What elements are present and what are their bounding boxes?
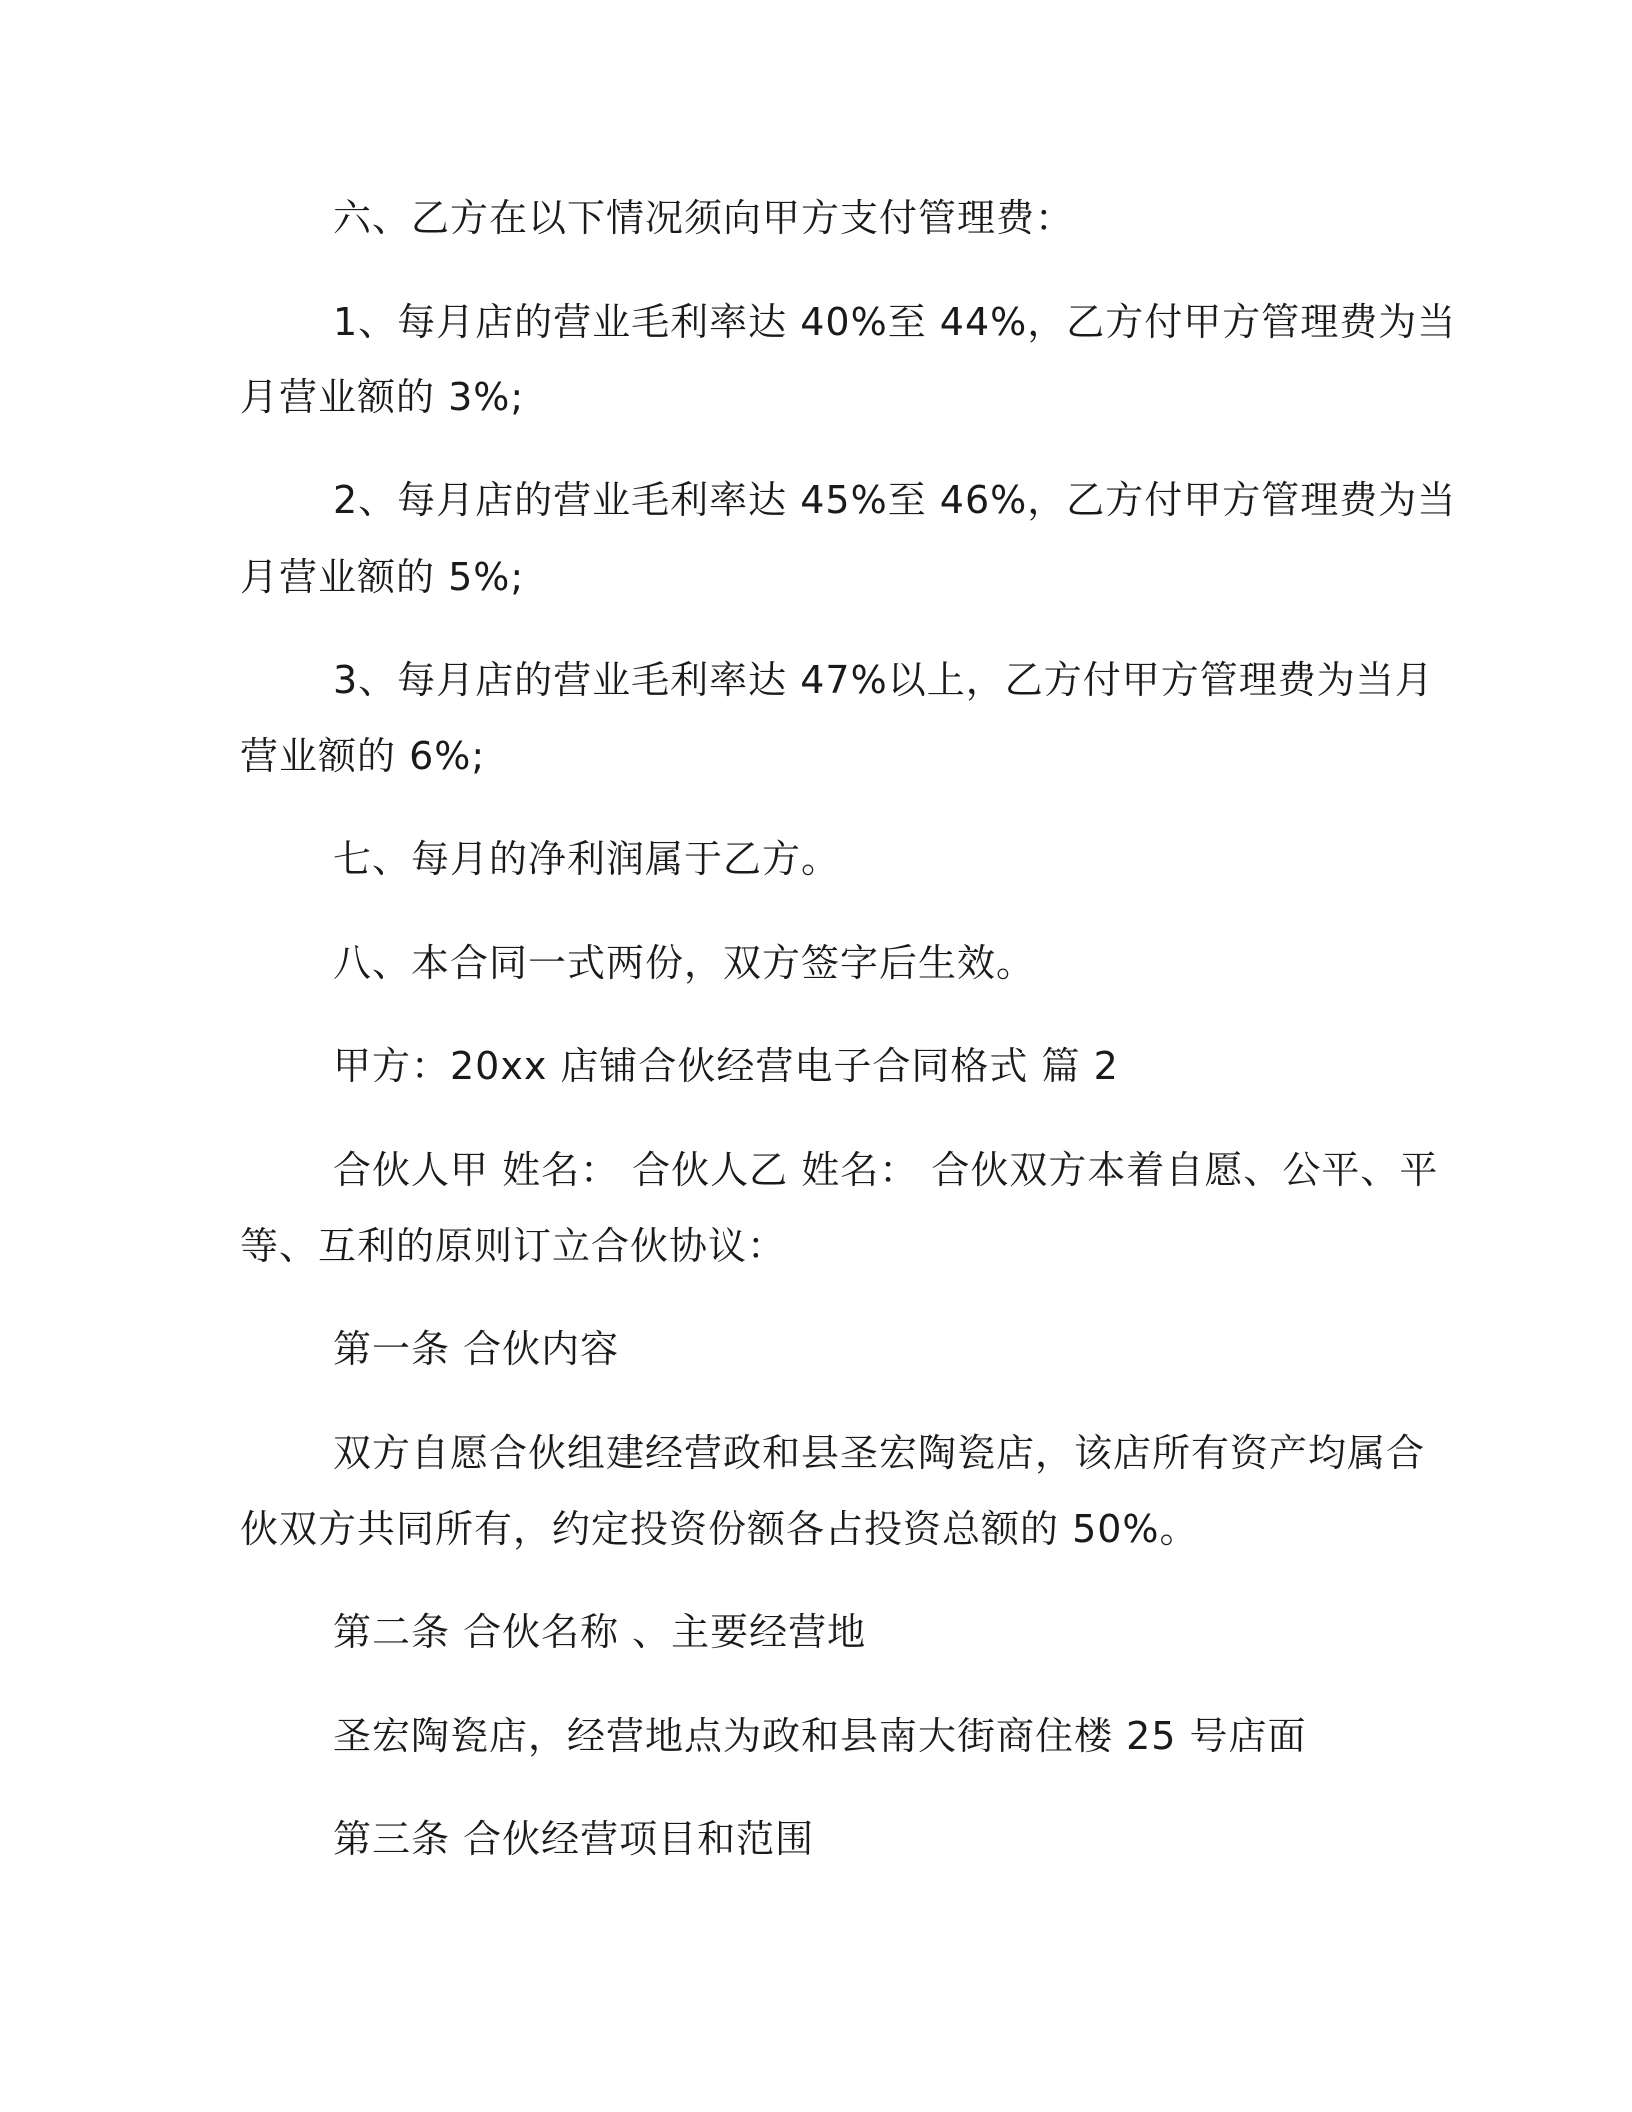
paragraph-line: 双方自愿合伙组建经营政和县圣宏陶瓷店，该店所有资产均属合 <box>333 1431 1426 1475</box>
paragraph-line: 七、每月的净利润属于乙方。 <box>333 837 841 881</box>
paragraph-line: 甲方：20xx 店铺合伙经营电子合同格式 篇 2 <box>333 1044 1119 1088</box>
paragraph-line: 月营业额的 3%; <box>240 375 525 419</box>
paragraph-line: 1、每月店的营业毛利率达 40%至 44%，乙方付甲方管理费为当 <box>333 300 1457 344</box>
paragraph-line: 2、每月店的营业毛利率达 45%至 46%，乙方付甲方管理费为当 <box>333 478 1457 522</box>
section-heading: 第一条 合伙内容 <box>333 1327 620 1371</box>
paragraph-line: 等、互利的原则订立合伙协议： <box>240 1224 787 1268</box>
paragraph-line: 八、本合同一式两份，双方签字后生效。 <box>333 941 1036 985</box>
paragraph-line: 月营业额的 5%; <box>240 555 525 599</box>
section-heading: 第二条 合伙名称 、主要经营地 <box>333 1610 867 1654</box>
section-heading: 第三条 合伙经营项目和范围 <box>333 1817 815 1861</box>
paragraph-line: 圣宏陶瓷店，经营地点为政和县南大街商住楼 25 号店面 <box>333 1714 1307 1758</box>
paragraph-line: 3、每月店的营业毛利率达 47%以上，乙方付甲方管理费为当月 <box>333 658 1434 702</box>
paragraph-line: 六、乙方在以下情况须向甲方支付管理费： <box>333 196 1075 240</box>
paragraph-line: 营业额的 6%; <box>240 734 486 778</box>
paragraph-line: 合伙人甲 姓名： 合伙人乙 姓名： 合伙双方本着自愿、公平、平 <box>333 1148 1439 1192</box>
paragraph-line: 伙双方共同所有，约定投资份额各占投资总额的 50%。 <box>240 1507 1199 1551</box>
